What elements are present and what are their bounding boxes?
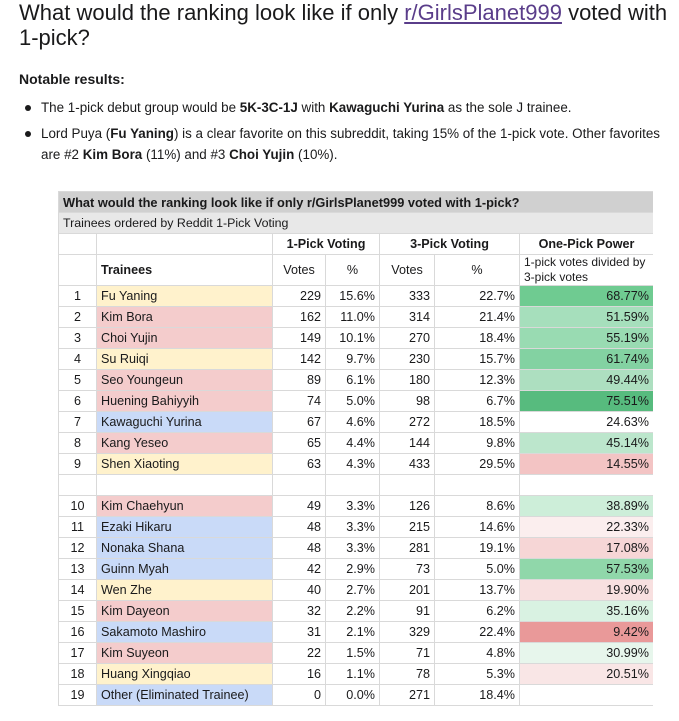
one-pick-power-cell: 35.16% (520, 601, 654, 622)
one-pick-power-cell: 20.51% (520, 664, 654, 685)
trainee-name-cell: Fu Yaning (97, 286, 273, 307)
empty-cell (59, 475, 97, 496)
trainee-name-cell: Huang Xingqiao (97, 664, 273, 685)
trainee-name-cell: Sakamoto Mashiro (97, 622, 273, 643)
header-trainees: Trainees (97, 255, 273, 286)
three-pick-pct-cell: 18.5% (435, 412, 520, 433)
one-pick-votes-cell: 49 (273, 496, 326, 517)
rank-cell: 9 (59, 454, 97, 475)
table-row (59, 601, 654, 622)
three-pick-votes-cell: 230 (380, 349, 435, 370)
three-pick-pct-cell: 22.4% (435, 622, 520, 643)
three-pick-pct-cell: 5.3% (435, 664, 520, 685)
three-pick-pct-cell: 6.2% (435, 601, 520, 622)
empty-cell (59, 234, 97, 255)
three-pick-votes-cell: 180 (380, 370, 435, 391)
one-pick-power-cell: 14.55% (520, 454, 654, 475)
three-pick-votes-cell: 271 (380, 685, 435, 706)
title-text-start: What would the ranking look like if only (19, 0, 405, 25)
one-pick-pct-cell: 2.1% (326, 622, 380, 643)
one-pick-pct-cell: 11.0% (326, 307, 380, 328)
one-pick-pct-cell: 4.3% (326, 454, 380, 475)
header-3pick-voting: 3-Pick Voting (380, 234, 520, 255)
three-pick-votes-cell: 333 (380, 286, 435, 307)
three-pick-votes-cell: 78 (380, 664, 435, 685)
rank-cell: 18 (59, 664, 97, 685)
one-pick-pct-cell: 2.2% (326, 601, 380, 622)
trainee-name-cell: Su Ruiqi (97, 349, 273, 370)
rank-cell: 7 (59, 412, 97, 433)
one-pick-pct-cell: 3.3% (326, 538, 380, 559)
empty-cell (273, 475, 326, 496)
three-pick-votes-cell: 71 (380, 643, 435, 664)
rank-cell: 12 (59, 538, 97, 559)
rank-cell: 2 (59, 307, 97, 328)
one-pick-votes-cell: 16 (273, 664, 326, 685)
one-pick-votes-cell: 149 (273, 328, 326, 349)
three-pick-votes-cell: 270 (380, 328, 435, 349)
notable-results-heading: Notable results: (19, 71, 125, 87)
three-pick-pct-cell: 29.5% (435, 454, 520, 475)
highlight-text: Fu Yaning (110, 126, 174, 141)
trainee-name-cell: Kang Yeseo (97, 433, 273, 454)
three-pick-votes-cell: 215 (380, 517, 435, 538)
ranking-spreadsheet-image (58, 191, 653, 721)
one-pick-pct-cell: 15.6% (326, 286, 380, 307)
header-1pick-voting: 1-Pick Voting (273, 234, 380, 255)
one-pick-pct-cell: 0.0% (326, 685, 380, 706)
rank-cell: 11 (59, 517, 97, 538)
ranking-table (58, 191, 653, 706)
table-row (59, 454, 654, 475)
one-pick-pct-cell: 4.6% (326, 412, 380, 433)
highlight-text: Choi Yujin (229, 147, 295, 162)
three-pick-pct-cell: 18.4% (435, 685, 520, 706)
rank-cell: 16 (59, 622, 97, 643)
bullet-text: (10%). (294, 147, 338, 162)
table-row (59, 538, 654, 559)
three-pick-pct-cell: 22.7% (435, 286, 520, 307)
rank-cell: 19 (59, 685, 97, 706)
three-pick-votes-cell: 433 (380, 454, 435, 475)
one-pick-power-cell (520, 685, 654, 706)
rank-cell: 14 (59, 580, 97, 601)
rank-cell: 13 (59, 559, 97, 580)
rank-cell: 3 (59, 328, 97, 349)
three-pick-votes-cell: 281 (380, 538, 435, 559)
one-pick-votes-cell: 89 (273, 370, 326, 391)
one-pick-power-cell: 17.08% (520, 538, 654, 559)
bullet-text: Lord Puya ( (41, 126, 111, 141)
one-pick-pct-cell: 4.4% (326, 433, 380, 454)
empty-cell (97, 234, 273, 255)
empty-cell (435, 475, 520, 496)
table-row (59, 685, 654, 706)
spacer-row (59, 475, 654, 496)
rank-cell: 1 (59, 286, 97, 307)
table-row (59, 664, 654, 685)
one-pick-pct-cell: 1.1% (326, 664, 380, 685)
bullet-text: (11%) and #3 (142, 147, 230, 162)
one-pick-pct-cell: 5.0% (326, 391, 380, 412)
post-title (19, 0, 669, 50)
one-pick-votes-cell: 32 (273, 601, 326, 622)
header-1pick-votes: Votes (273, 255, 326, 286)
one-pick-votes-cell: 67 (273, 412, 326, 433)
rank-cell: 15 (59, 601, 97, 622)
header-1pick-pct: % (326, 255, 380, 286)
one-pick-votes-cell: 74 (273, 391, 326, 412)
one-pick-pct-cell: 6.1% (326, 370, 380, 391)
bullet-text: with (297, 100, 330, 115)
notable-results-list (19, 97, 669, 170)
trainee-name-cell: Shen Xiaoting (97, 454, 273, 475)
table-row (59, 496, 654, 517)
one-pick-pct-cell: 3.3% (326, 517, 380, 538)
one-pick-pct-cell: 10.1% (326, 328, 380, 349)
notable-result-item (19, 123, 669, 165)
subreddit-link[interactable]: r/GirlsPlanet999 (404, 0, 562, 25)
three-pick-votes-cell: 272 (380, 412, 435, 433)
header-power-description: 1-pick votes divided by 3-pick votes (520, 255, 654, 286)
trainee-name-cell: Huening Bahiyyih (97, 391, 273, 412)
one-pick-votes-cell: 63 (273, 454, 326, 475)
trainee-name-cell: Seo Youngeun (97, 370, 273, 391)
table-row (59, 433, 654, 454)
one-pick-votes-cell: 42 (273, 559, 326, 580)
one-pick-pct-cell: 1.5% (326, 643, 380, 664)
bullet-text: The 1-pick debut group would be (41, 100, 240, 115)
one-pick-votes-cell: 22 (273, 643, 326, 664)
one-pick-votes-cell: 48 (273, 517, 326, 538)
rank-cell: 6 (59, 391, 97, 412)
empty-cell (59, 255, 97, 286)
one-pick-power-cell: 57.53% (520, 559, 654, 580)
header-one-pick-power: One-Pick Power (520, 234, 654, 255)
three-pick-pct-cell: 5.0% (435, 559, 520, 580)
three-pick-pct-cell: 4.8% (435, 643, 520, 664)
rank-cell: 10 (59, 496, 97, 517)
one-pick-pct-cell: 2.7% (326, 580, 380, 601)
title-text-end: voted with 1-pick? (19, 0, 668, 50)
empty-cell (326, 475, 380, 496)
one-pick-power-cell: 24.63% (520, 412, 654, 433)
one-pick-power-cell: 68.77% (520, 286, 654, 307)
trainee-name-cell: Ezaki Hikaru (97, 517, 273, 538)
one-pick-pct-cell: 2.9% (326, 559, 380, 580)
one-pick-power-cell: 38.89% (520, 496, 654, 517)
three-pick-votes-cell: 73 (380, 559, 435, 580)
one-pick-votes-cell: 48 (273, 538, 326, 559)
table-row (59, 412, 654, 433)
table-row (59, 328, 654, 349)
trainee-name-cell: Kawaguchi Yurina (97, 412, 273, 433)
notable-result-item (19, 97, 669, 118)
one-pick-pct-cell: 3.3% (326, 496, 380, 517)
three-pick-votes-cell: 201 (380, 580, 435, 601)
three-pick-votes-cell: 314 (380, 307, 435, 328)
header-3pick-votes: Votes (380, 255, 435, 286)
one-pick-votes-cell: 142 (273, 349, 326, 370)
one-pick-votes-cell: 65 (273, 433, 326, 454)
one-pick-power-cell: 45.14% (520, 433, 654, 454)
sheet-title: What would the ranking look like if only r/GirlsPlanet999 voted with 1-pick? (59, 192, 654, 213)
trainee-name-cell: Kim Bora (97, 307, 273, 328)
three-pick-pct-cell: 18.4% (435, 328, 520, 349)
header-3pick-pct: % (435, 255, 520, 286)
three-pick-pct-cell: 13.7% (435, 580, 520, 601)
table-row (59, 559, 654, 580)
three-pick-pct-cell: 19.1% (435, 538, 520, 559)
one-pick-power-cell: 22.33% (520, 517, 654, 538)
one-pick-power-cell: 51.59% (520, 307, 654, 328)
table-row (59, 622, 654, 643)
trainee-name-cell: Kim Dayeon (97, 601, 273, 622)
one-pick-votes-cell: 229 (273, 286, 326, 307)
trainee-name-cell: Wen Zhe (97, 580, 273, 601)
trainee-name-cell: Nonaka Shana (97, 538, 273, 559)
trainee-name-cell: Other (Eliminated Trainee) (97, 685, 273, 706)
one-pick-votes-cell: 0 (273, 685, 326, 706)
trainee-name-cell: Kim Chaehyun (97, 496, 273, 517)
table-row (59, 391, 654, 412)
one-pick-power-cell: 19.90% (520, 580, 654, 601)
three-pick-pct-cell: 15.7% (435, 349, 520, 370)
bullet-text: ) is a clear favorite on this subreddit, taking 15% of the 1-pick vote. Other favorites are #2 (41, 126, 661, 162)
one-pick-power-cell: 9.42% (520, 622, 654, 643)
one-pick-power-cell: 61.74% (520, 349, 654, 370)
one-pick-votes-cell: 31 (273, 622, 326, 643)
trainee-name-cell: Choi Yujin (97, 328, 273, 349)
rank-cell: 4 (59, 349, 97, 370)
three-pick-pct-cell: 6.7% (435, 391, 520, 412)
trainee-name-cell: Kim Suyeon (97, 643, 273, 664)
one-pick-power-cell: 75.51% (520, 391, 654, 412)
highlight-text: Kawaguchi Yurina (329, 100, 445, 115)
one-pick-pct-cell: 9.7% (326, 349, 380, 370)
rank-cell: 8 (59, 433, 97, 454)
rank-cell: 5 (59, 370, 97, 391)
three-pick-pct-cell: 12.3% (435, 370, 520, 391)
highlight-text: Kim Bora (82, 147, 143, 162)
three-pick-pct-cell: 14.6% (435, 517, 520, 538)
bullet-text: as the sole J trainee. (444, 100, 572, 115)
one-pick-power-cell: 49.44% (520, 370, 654, 391)
table-row (59, 307, 654, 328)
table-row (59, 349, 654, 370)
sheet-subtitle: Trainees ordered by Reddit 1-Pick Voting (59, 213, 654, 234)
three-pick-pct-cell: 21.4% (435, 307, 520, 328)
empty-cell (97, 475, 273, 496)
three-pick-votes-cell: 91 (380, 601, 435, 622)
empty-cell (380, 475, 435, 496)
empty-cell (520, 475, 654, 496)
highlight-text: 5K-3C-1J (239, 100, 298, 115)
table-row (59, 580, 654, 601)
one-pick-votes-cell: 162 (273, 307, 326, 328)
table-row (59, 286, 654, 307)
table-row (59, 643, 654, 664)
three-pick-pct-cell: 8.6% (435, 496, 520, 517)
rank-cell: 17 (59, 643, 97, 664)
trainee-name-cell: Guinn Myah (97, 559, 273, 580)
one-pick-power-cell: 30.99% (520, 643, 654, 664)
table-row (59, 517, 654, 538)
three-pick-votes-cell: 126 (380, 496, 435, 517)
one-pick-power-cell: 55.19% (520, 328, 654, 349)
three-pick-votes-cell: 329 (380, 622, 435, 643)
three-pick-votes-cell: 98 (380, 391, 435, 412)
table-row (59, 370, 654, 391)
one-pick-votes-cell: 40 (273, 580, 326, 601)
three-pick-votes-cell: 144 (380, 433, 435, 454)
three-pick-pct-cell: 9.8% (435, 433, 520, 454)
